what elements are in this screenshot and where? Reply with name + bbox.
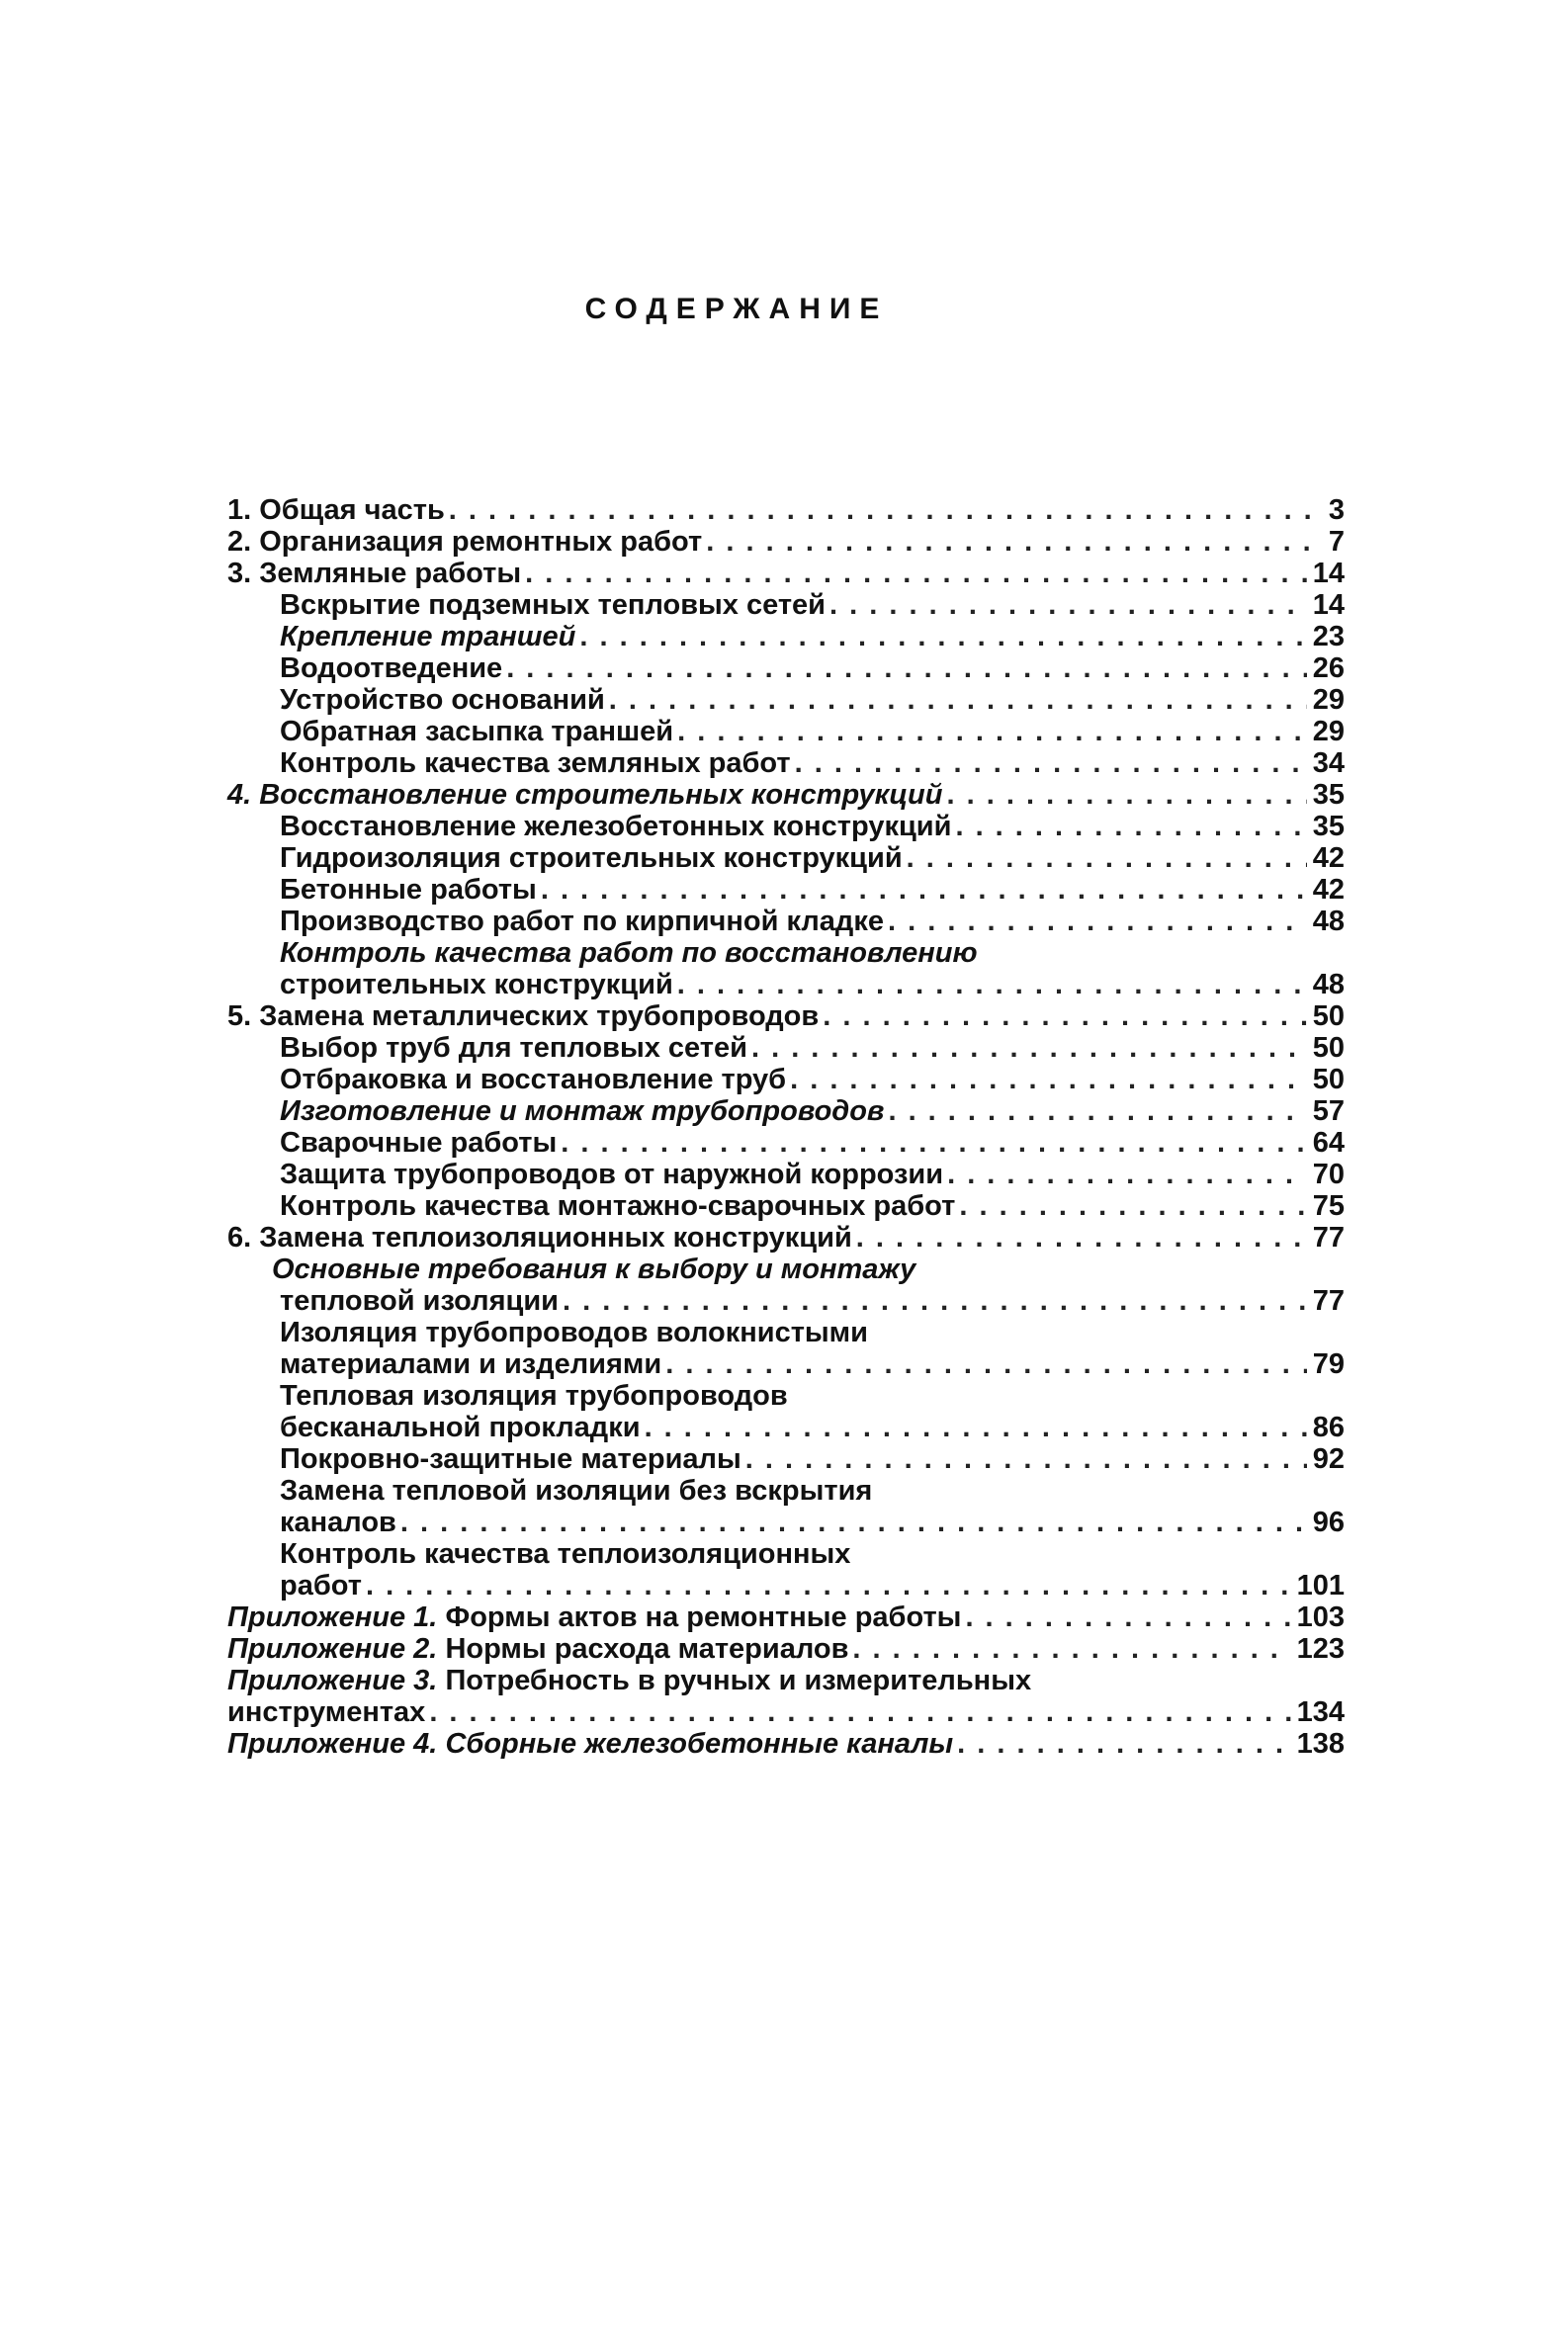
- toc-page-number: 42: [1312, 874, 1345, 906]
- toc-subentry: [280, 1507, 1345, 1538]
- toc-entry-title: Крепление траншей: [280, 621, 576, 652]
- toc-page-number: 3: [1328, 494, 1345, 526]
- toc-page-number: 35: [1312, 811, 1345, 842]
- toc-page-number: 138: [1296, 1728, 1345, 1760]
- dot-leader: [856, 1222, 1307, 1254]
- appendix-prefix: Приложение 4.: [227, 1728, 438, 1760]
- dot-leader: [823, 1000, 1307, 1032]
- appendix-prefix: Приложение 3.: [227, 1665, 438, 1696]
- toc-page-number: 75: [1312, 1190, 1345, 1222]
- dot-leader: [957, 1728, 1290, 1760]
- toc-entry-title: Бетонные работы: [280, 874, 537, 906]
- toc-subentry: [280, 874, 1345, 906]
- toc-page-number: 123: [1296, 1633, 1345, 1665]
- page-title: СОДЕРЖАНИЕ: [584, 293, 889, 325]
- toc-subentry: [280, 716, 1345, 747]
- toc-appendix-4: [227, 1728, 1345, 1760]
- toc-subentry-line1: Контроль качества работ по восстановлению: [280, 937, 978, 969]
- toc-page-number: 92: [1312, 1443, 1345, 1475]
- toc-appendix-3-line1: [227, 1665, 1031, 1696]
- dot-leader: [947, 779, 1307, 811]
- toc-subentry: [280, 811, 1345, 842]
- toc-subentry-line1: Замена тепловой изоляции без вскрытия: [280, 1475, 873, 1507]
- toc-entry-title: работ: [280, 1570, 362, 1601]
- toc-page-number: 34: [1312, 747, 1345, 779]
- dot-leader: [677, 716, 1307, 747]
- toc-entry-title: Нормы расхода материалов: [445, 1633, 849, 1665]
- toc-entry-title: Обратная засыпка траншей: [280, 716, 674, 747]
- toc-page-number: 50: [1312, 1000, 1345, 1032]
- toc-page-number: 7: [1328, 526, 1345, 558]
- dot-leader: [907, 842, 1307, 874]
- toc-subentry: [280, 842, 1345, 874]
- toc-subentry: [280, 684, 1345, 716]
- toc-entry-title: бесканальной прокладки: [280, 1412, 641, 1443]
- dot-leader: [665, 1348, 1307, 1380]
- dot-leader: [579, 621, 1306, 652]
- toc-subentry: [280, 747, 1345, 779]
- toc-page-number: 96: [1312, 1507, 1345, 1538]
- toc-entry-title: 3. Земляные работы: [227, 558, 522, 589]
- toc-subentry: [280, 1159, 1345, 1190]
- dot-leader: [888, 906, 1307, 937]
- dot-leader: [561, 1127, 1306, 1159]
- toc-entry-title: 1. Общая часть: [227, 494, 445, 526]
- toc-entry-title: Производство работ по кирпичной кладке: [280, 906, 884, 937]
- dot-leader: [852, 1633, 1290, 1665]
- toc-subentry: [280, 1285, 1345, 1317]
- toc-entry-title: Восстановление железобетонных конструкций: [280, 811, 952, 842]
- toc-page-number: 42: [1312, 842, 1345, 874]
- toc-page-number: 14: [1312, 558, 1345, 589]
- toc-page-number: 26: [1312, 652, 1345, 684]
- toc-page-number: 70: [1312, 1159, 1345, 1190]
- toc-entry-pipes: [227, 1000, 1345, 1032]
- dot-leader: [525, 558, 1307, 589]
- dot-leader: [829, 589, 1307, 621]
- toc-appendix-3: [227, 1696, 1345, 1728]
- toc-entry-earthworks: [227, 558, 1345, 589]
- toc-entry-title: Контроль качества монтажно-сварочных работ: [280, 1190, 956, 1222]
- toc-subentry: [280, 1570, 1345, 1601]
- dot-leader: [366, 1570, 1291, 1601]
- toc-entry-title: Выбор труб для тепловых сетей: [280, 1032, 747, 1064]
- toc-entry-title: каналов: [280, 1507, 396, 1538]
- dot-leader: [429, 1696, 1290, 1728]
- dot-leader: [947, 1159, 1307, 1190]
- toc-page-number: 64: [1312, 1127, 1345, 1159]
- dot-leader: [645, 1412, 1307, 1443]
- toc-page-number: 57: [1312, 1095, 1345, 1127]
- toc-subentry-line1: Контроль качества теплоизоляционных: [280, 1538, 851, 1570]
- toc-subentry: [280, 1348, 1345, 1380]
- dot-leader: [706, 526, 1323, 558]
- dot-leader: [795, 747, 1307, 779]
- toc-page-number: 77: [1312, 1285, 1345, 1317]
- toc-entry-title: 6. Замена теплоизоляционных конструкций: [227, 1222, 852, 1254]
- toc-entry-title: Водоотведение: [280, 652, 503, 684]
- toc-subentry: [280, 652, 1345, 684]
- dot-leader: [745, 1443, 1307, 1475]
- toc-subentry: [280, 969, 1345, 1000]
- toc-entry-title: 5. Замена металлических трубопроводов: [227, 1000, 820, 1032]
- toc-page-number: 29: [1312, 684, 1345, 716]
- toc-entry-title: Устройство оснований: [280, 684, 605, 716]
- toc-subentry: [280, 621, 1345, 652]
- toc-subentry: [280, 1412, 1345, 1443]
- toc-entry-title: Изготовление и монтаж трубопроводов: [280, 1095, 885, 1127]
- toc-page-number: 134: [1296, 1696, 1345, 1728]
- toc-page-number: 50: [1312, 1032, 1345, 1064]
- dot-leader: [449, 494, 1323, 526]
- toc-subentry: [280, 906, 1345, 937]
- toc-entry-general: [227, 494, 1345, 526]
- toc-entry-organization: [227, 526, 1345, 558]
- toc-page-number: 101: [1296, 1570, 1345, 1601]
- toc-entry-title: Гидроизоляция строительных конструкций: [280, 842, 903, 874]
- toc-entry-title: Сборные железобетонные каналы: [445, 1728, 954, 1760]
- toc-entry-title: инструментах: [227, 1696, 426, 1728]
- toc-page-number: 48: [1312, 906, 1345, 937]
- dot-leader: [506, 652, 1307, 684]
- toc-entry-title: 2. Организация ремонтных работ: [227, 526, 703, 558]
- toc-subentry: [280, 1190, 1345, 1222]
- toc-entry-restoration: [227, 779, 1345, 811]
- toc-appendix-1: [227, 1601, 1345, 1633]
- toc-entry-title: Вскрытие подземных тепловых сетей: [280, 589, 827, 621]
- toc-subentry: [280, 1127, 1345, 1159]
- dot-leader: [609, 684, 1307, 716]
- toc-page-number: 29: [1312, 716, 1345, 747]
- toc-page-number: 48: [1312, 969, 1345, 1000]
- toc-page-number: 35: [1312, 779, 1345, 811]
- dot-leader: [955, 811, 1306, 842]
- toc-entry-title: строительных конструкций: [280, 969, 673, 1000]
- toc-page-number: 79: [1312, 1348, 1345, 1380]
- toc-subentry-line1: Основные требования к выбору и монтажу: [272, 1254, 916, 1285]
- toc-page-number: 103: [1296, 1601, 1345, 1633]
- toc-entry-title: материалами и изделиями: [280, 1348, 662, 1380]
- appendix-prefix: Приложение 1.: [227, 1601, 438, 1633]
- toc-subentry: [280, 1443, 1345, 1475]
- toc-subentry: [280, 1064, 1345, 1095]
- toc-entry-title: Покровно-защитные материалы: [280, 1443, 741, 1475]
- dot-leader: [790, 1064, 1307, 1095]
- toc-subentry: [280, 1032, 1345, 1064]
- dot-leader: [959, 1190, 1306, 1222]
- dot-leader: [563, 1285, 1307, 1317]
- toc-entry-title: Отбраковка и восстановление труб: [280, 1064, 787, 1095]
- toc-entry-title: Потребность в ручных и измерительных: [445, 1665, 1032, 1696]
- toc-appendix-2: [227, 1633, 1345, 1665]
- toc-entry-title: Сварочные работы: [280, 1127, 558, 1159]
- toc-entry-title: 4. Восстановление строительных конструкций: [227, 779, 943, 811]
- dot-leader: [400, 1507, 1307, 1538]
- toc-page-number: 50: [1312, 1064, 1345, 1095]
- appendix-prefix: Приложение 2.: [227, 1633, 438, 1665]
- dot-leader: [965, 1601, 1290, 1633]
- dot-leader: [677, 969, 1307, 1000]
- toc-entry-insulation: [227, 1222, 1345, 1254]
- dot-leader: [541, 874, 1307, 906]
- toc-subentry: [280, 589, 1345, 621]
- toc-subentry: [280, 1095, 1345, 1127]
- toc-page-number: 77: [1312, 1222, 1345, 1254]
- toc-page-number: 86: [1312, 1412, 1345, 1443]
- dot-leader: [751, 1032, 1307, 1064]
- toc-entry-title: Защита трубопроводов от наружной коррозии: [280, 1159, 944, 1190]
- toc-page-number: 23: [1312, 621, 1345, 652]
- toc-subentry-line1: Тепловая изоляция трубопроводов: [280, 1380, 788, 1412]
- toc-subentry-line1: Изоляция трубопроводов волокнистыми: [280, 1317, 868, 1348]
- toc-entry-title: Формы актов на ремонтные работы: [445, 1601, 962, 1633]
- dot-leader: [888, 1095, 1306, 1127]
- toc-page-number: 14: [1312, 589, 1345, 621]
- toc-entry-title: тепловой изоляции: [280, 1285, 559, 1317]
- toc-entry-title: Контроль качества земляных работ: [280, 747, 791, 779]
